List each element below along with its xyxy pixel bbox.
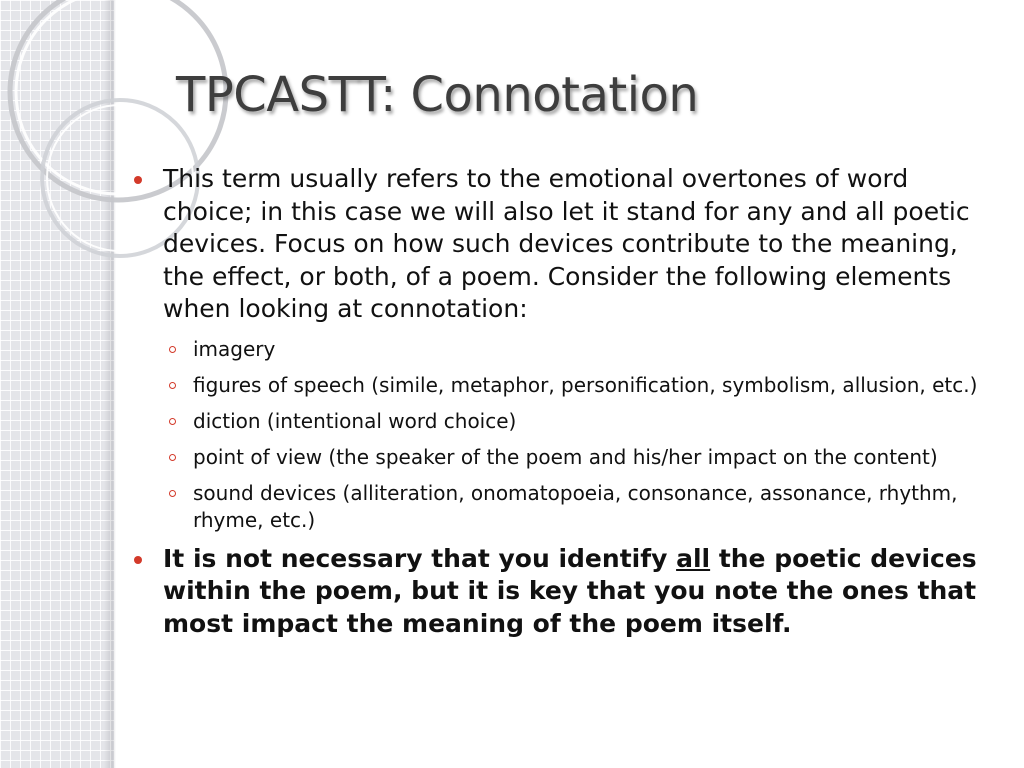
connotation-elements-list — [134, 336, 994, 534]
ring-bullet-icon — [169, 346, 176, 353]
list-item-text: sound devices (alliteration, onomatopoeia, consonance, assonance, rhythm, rhyme, etc.) — [193, 480, 958, 532]
list-item-point-of-view — [134, 444, 994, 471]
bullet-definition — [134, 163, 994, 326]
ring-bullet-icon — [169, 382, 176, 389]
ring-bullet-icon — [169, 490, 176, 497]
slide-title: TPCASTT: Connotation — [176, 67, 699, 123]
list-item-text: imagery — [193, 336, 276, 361]
ring-bullet-icon — [169, 454, 176, 461]
list-item-figures-of-speech — [134, 372, 994, 399]
list-item-imagery — [134, 336, 994, 363]
ring-bullet-icon — [169, 418, 176, 425]
bullet-key-note — [134, 543, 994, 641]
list-item-diction — [134, 408, 994, 435]
list-item-text: figures of speech (simile, metaphor, personification, symbolism, allusion, etc.) — [193, 372, 978, 397]
bullet-dot-icon — [134, 556, 142, 564]
slide-body — [134, 163, 994, 640]
bullet-definition-text: This term usually refers to the emotional overtones of word choice; in this case we will also let it stand for any and all poetic devices. Focus on how such devices contribute to the meaning, the effect, or both, of a poem. Consider the following elements when looking at connotation: — [163, 164, 970, 323]
bullet-dot-icon — [134, 176, 142, 184]
key-note-text-end: the poetic devices within the poem, but it is key that you note the ones that most impact the meaning of the poem itself. — [163, 543, 977, 638]
list-item-text: diction (intentional word choice) — [193, 408, 517, 433]
key-note-emphasis: all — [676, 543, 711, 573]
list-item-text: point of view (the speaker of the poem and his/her impact on the content) — [193, 444, 938, 469]
list-item-sound-devices — [134, 480, 994, 534]
key-note-text-start: It is not necessary that you identify — [163, 543, 677, 573]
